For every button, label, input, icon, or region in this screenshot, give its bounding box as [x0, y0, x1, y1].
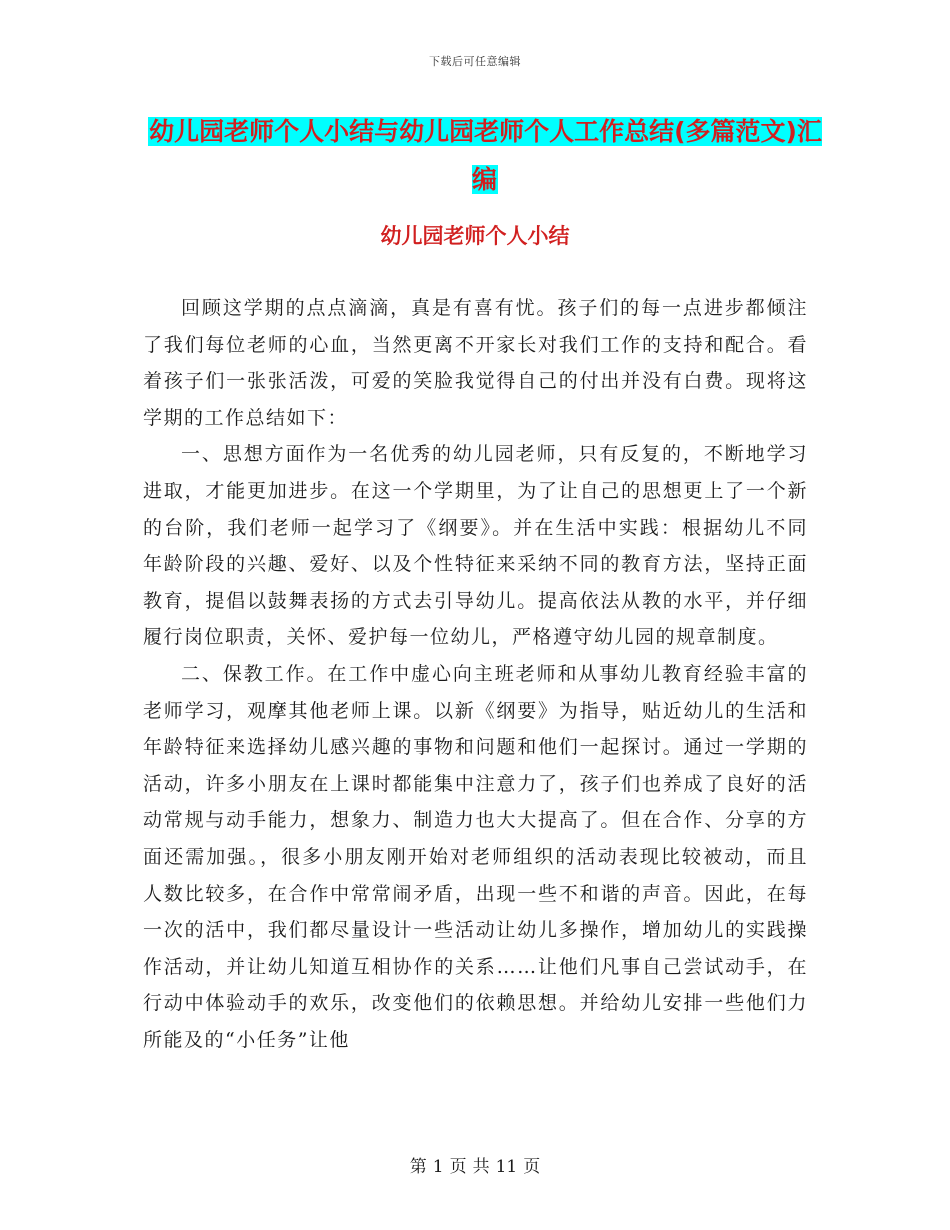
- document-title-text: 幼儿园老师个人小结与幼儿园老师个人工作总结(多篇范文)汇编: [149, 117, 822, 194]
- total-pages: 11: [495, 1157, 518, 1177]
- section-title: 幼儿园老师个人小结: [380, 224, 570, 248]
- total-label: 共: [472, 1157, 490, 1177]
- document-title: [145, 108, 825, 204]
- paragraph-intro: 回顾这学期的点点滴滴，真是有喜有忧。孩子们的每一点进步都倾注了我们每位老师的心血，当然更离不开家长对我们工作的支持和配合。看着孩子们一张张活泼，可爱的笑脸我觉得自己的付出并没有白费。现将这学期的工作总结如下：: [143, 297, 808, 429]
- page-header-note: 下载后可任意编辑: [429, 55, 521, 68]
- page-number: 1: [432, 1157, 444, 1177]
- document-body: [143, 290, 808, 1058]
- page-label-mid: 页: [449, 1157, 467, 1177]
- page-footer: [0, 1152, 950, 1177]
- page-label-prefix: 第: [409, 1157, 427, 1177]
- paragraph-care-education: 二、保教工作。在工作中虚心向主班老师和从事幼儿教育经验丰富的老师学习，观摩其他老师上课。以新《纲要》为指导，贴近幼儿的生活和年龄特征来选择幼儿感兴趣的事物和问题和他们一起探讨。通过一学期的活动，许多小朋友在上课时都能集中注意力了，孩子们也养成了良好的活动常规与动手能力，想象力、制造力也大大提高了。但在合作、分享的方面还需加强。，很多小朋友刚开始对老师组织的活动表现比较被动，而且人数比较多，在合作中常常闹矛盾，出现一些不和谐的声音。因此，在每一次的活中，我们都尽量设计一些活动让幼儿多操作，增加幼儿的实践操作活动，并让幼儿知道互相协作的关系……让他们凡事自己尝试动手，在行动中体验动手的欢乐，改变他们的依赖思想。并给幼儿安排一些他们力所能及的“小任务”让他: [143, 662, 808, 1051]
- paragraph-thought: 一、思想方面作为一名优秀的幼儿园老师，只有反复的，不断地学习进取，才能更加进步。在这一个学期里，为了让自己的思想更上了一个新的台阶，我们老师一起学习了《纲要》。并在生活中实践：根据幼儿不同年龄阶段的兴趣、爱好、以及个性特征来采纳不同的教育方法，坚持正面教育，提倡以鼓舞表扬的方式去引导幼儿。提高依法从教的水平，并仔细履行岗位职责，关怀、爱护每一位幼儿，严格遵守幼儿园的规章制度。: [143, 443, 808, 649]
- page-label-suffix: 页: [523, 1157, 541, 1177]
